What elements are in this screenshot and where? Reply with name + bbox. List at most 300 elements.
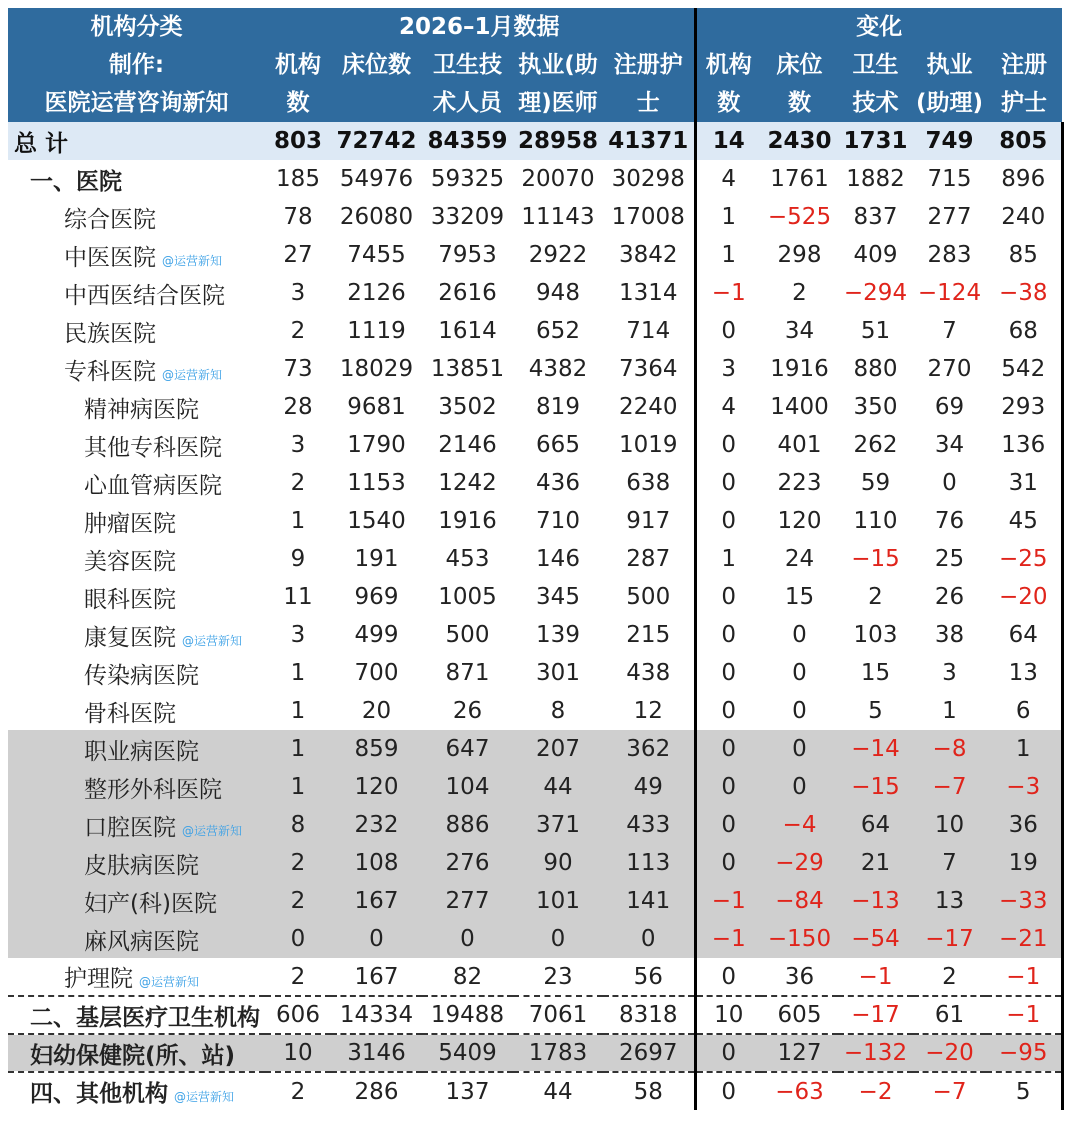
col-header-beds-2 xyxy=(331,84,422,122)
row-label xyxy=(8,426,265,464)
cell-value: 56 xyxy=(633,963,663,990)
cell-value: 59325 xyxy=(430,166,505,192)
table-body xyxy=(8,122,1062,1110)
cell-value: 270 xyxy=(927,356,972,382)
cell-value: 819 xyxy=(536,394,580,420)
cell-value: 3842 xyxy=(618,242,678,268)
cell-value: 1242 xyxy=(438,470,497,496)
cell-value: 64 xyxy=(838,806,913,844)
cell-value: −1 xyxy=(986,958,1062,996)
cell-value: 26 xyxy=(934,584,965,610)
cell-value: 4382 xyxy=(528,356,588,382)
row-label xyxy=(8,920,265,958)
cell-value: 1 xyxy=(695,540,761,578)
cell-value: 1 xyxy=(290,698,306,724)
cell-value: −20 xyxy=(913,1034,986,1072)
cell-value: −84 xyxy=(761,882,838,920)
cell-value: 2922 xyxy=(528,242,588,268)
cell-value: 3 xyxy=(942,660,957,686)
cell-value: 36 xyxy=(784,963,815,990)
row-label-text: 美容医院 xyxy=(84,548,176,575)
row-label-text: 康复医院 xyxy=(84,624,176,651)
cell-value: 59 xyxy=(860,470,891,496)
row-label-text: 中西医结合医院 xyxy=(64,282,225,309)
cell-value: 1761 xyxy=(770,166,829,192)
cell-value: −8 xyxy=(913,730,986,768)
cell-value: 223 xyxy=(777,470,822,496)
col-header-chg-doctors: 执业 xyxy=(913,46,986,84)
cell-value: 108 xyxy=(331,844,422,882)
row-label-text: 麻风病医院 xyxy=(84,928,199,955)
cell-value: 499 xyxy=(354,622,399,648)
cell-value: 500 xyxy=(626,584,671,610)
cell-value: 146 xyxy=(536,546,580,572)
cell-value: 1 xyxy=(986,730,1062,768)
cell-value: 24 xyxy=(784,546,815,572)
cell-value: 73 xyxy=(283,356,313,382)
cell-value: 345 xyxy=(536,584,580,610)
cell-value: 84359 xyxy=(422,122,513,160)
cell-value: 3 xyxy=(290,432,306,458)
table-row xyxy=(8,274,1062,312)
cell-value: 969 xyxy=(354,584,399,610)
cell-value: 0 xyxy=(695,502,761,540)
table-header xyxy=(8,8,1062,122)
col-header-beds: 床位数 xyxy=(331,46,422,84)
row-label xyxy=(8,882,265,920)
cell-value: −21 xyxy=(986,920,1062,958)
col-header-tech-staff: 卫生技 xyxy=(422,46,513,84)
col-header-chg-institutions-2: 数 xyxy=(695,84,761,122)
cell-value: 0 xyxy=(695,578,761,616)
row-label-text: 妇幼保健院(所、站) xyxy=(30,1042,236,1069)
watermark-label: @运营新知 xyxy=(162,253,223,268)
col-header-institutions-2: 数 xyxy=(265,84,331,122)
cell-value: 7953 xyxy=(438,242,497,268)
cell-value: 45 xyxy=(986,502,1062,540)
row-label-text: 口腔医院 xyxy=(84,814,176,841)
cell-value: 0 xyxy=(792,660,807,686)
cell-value: 1153 xyxy=(347,470,406,496)
cell-value: 2240 xyxy=(618,394,678,420)
cell-value: 4 xyxy=(695,388,761,426)
cell-value: −20 xyxy=(986,578,1062,616)
cell-value: 21 xyxy=(838,844,913,882)
cell-value: 127 xyxy=(761,1034,838,1072)
cell-value: −38 xyxy=(986,274,1062,312)
row-label xyxy=(8,806,265,844)
cell-value: 277 xyxy=(422,882,513,920)
cell-value: 0 xyxy=(603,920,695,958)
table-row xyxy=(8,236,1062,274)
cell-value: 13851 xyxy=(430,356,505,382)
cell-value: 1916 xyxy=(770,356,829,382)
cell-value: 8318 xyxy=(603,996,695,1034)
cell-value: 2616 xyxy=(438,280,497,306)
cell-value: 805 xyxy=(986,122,1062,160)
table-row xyxy=(8,958,1062,996)
cell-value: 886 xyxy=(422,806,513,844)
table-row xyxy=(8,122,1062,160)
cell-value: 1400 xyxy=(770,394,829,420)
cell-value: 2 xyxy=(290,318,306,344)
cell-value: 433 xyxy=(603,806,695,844)
cell-value: 0 xyxy=(422,920,513,958)
cell-value: 2 xyxy=(942,963,957,990)
cell-value: 0 xyxy=(695,730,761,768)
cell-value: 500 xyxy=(445,622,490,648)
cell-value: 749 xyxy=(913,122,986,160)
row-label xyxy=(8,1034,265,1072)
table-row xyxy=(8,654,1062,692)
cell-value: −124 xyxy=(917,280,982,306)
cell-value: 1916 xyxy=(438,508,497,534)
cell-value: 0 xyxy=(695,616,761,654)
table-row xyxy=(8,350,1062,388)
row-label xyxy=(8,502,265,540)
cell-value: 30298 xyxy=(611,166,685,192)
row-label xyxy=(8,388,265,426)
row-label-text: 总 计 xyxy=(14,130,69,157)
cell-value: 7364 xyxy=(618,356,678,382)
table-row xyxy=(8,312,1062,350)
cell-value: 27 xyxy=(283,242,313,268)
row-label xyxy=(8,996,265,1034)
cell-value: 240 xyxy=(986,198,1062,236)
cell-value: 715 xyxy=(927,166,972,192)
cell-value: 1614 xyxy=(438,318,497,344)
cell-value: −17 xyxy=(913,920,986,958)
cell-value: 0 xyxy=(695,1072,761,1110)
cell-value: −132 xyxy=(838,1034,913,1072)
col-header-tech-staff-2: 术人员 xyxy=(422,84,513,122)
cell-value: 9 xyxy=(290,546,306,572)
cell-value: 61 xyxy=(913,996,986,1034)
col-header-chg-doctors-2: (助理) xyxy=(913,84,986,122)
cell-value: 277 xyxy=(927,204,972,230)
cell-value: 652 xyxy=(536,318,580,344)
table-row xyxy=(8,692,1062,730)
cell-value: −3 xyxy=(986,768,1062,806)
cell-value: −33 xyxy=(986,882,1062,920)
col-header-chg-tech: 卫生 xyxy=(838,46,913,84)
row-label-text: 整形外科医院 xyxy=(84,776,222,803)
cell-value: 103 xyxy=(853,622,898,648)
row-label-text: 肿瘤医院 xyxy=(84,510,176,537)
row-label xyxy=(8,198,265,236)
row-label xyxy=(8,654,265,692)
cell-value: 38 xyxy=(934,622,965,648)
row-label-text: 皮肤病医院 xyxy=(84,852,199,879)
cell-value: 15 xyxy=(860,660,891,686)
col-header-chg-nurses-2: 护士 xyxy=(986,84,1062,122)
cell-value: 104 xyxy=(422,768,513,806)
cell-value: 350 xyxy=(853,394,898,420)
table-row xyxy=(8,1034,1062,1072)
cell-value: 262 xyxy=(853,432,898,458)
table-row xyxy=(8,920,1062,958)
table-row xyxy=(8,1072,1062,1110)
cell-value: 2 xyxy=(265,882,331,920)
cell-value: 0 xyxy=(792,698,807,724)
cell-value: 2126 xyxy=(347,280,406,306)
table-row xyxy=(8,768,1062,806)
cell-value: 5 xyxy=(868,698,883,724)
cell-value: 10 xyxy=(913,806,986,844)
cell-value: −294 xyxy=(843,280,908,306)
cell-value: 6 xyxy=(986,692,1062,730)
cell-value: 167 xyxy=(354,963,399,990)
cell-value: −54 xyxy=(838,920,913,958)
row-label-text: 民族医院 xyxy=(64,320,156,347)
cell-value: 1 xyxy=(290,508,306,534)
col-header-nurses: 注册护 xyxy=(603,46,695,84)
cell-value: 1019 xyxy=(618,432,678,458)
cell-value: 1731 xyxy=(838,122,913,160)
table-row xyxy=(8,996,1062,1034)
row-label xyxy=(8,540,265,578)
cell-value: 120 xyxy=(777,508,822,534)
cell-value: 665 xyxy=(536,432,580,458)
table-row xyxy=(8,882,1062,920)
cell-value: 90 xyxy=(513,844,603,882)
row-label-text: 综合医院 xyxy=(64,206,156,233)
cell-value: 0 xyxy=(331,920,422,958)
cell-value: 141 xyxy=(603,882,695,920)
table-row xyxy=(8,540,1062,578)
cell-value: 7 xyxy=(913,844,986,882)
cell-value: 5 xyxy=(986,1072,1062,1110)
header-data-group: 2026–1月数据 xyxy=(265,8,695,46)
row-label-text: 二、基层医疗卫生机构 xyxy=(30,1004,260,1031)
row-label xyxy=(8,768,265,806)
cell-value: 1314 xyxy=(618,280,678,306)
table-row xyxy=(8,578,1062,616)
cell-value: 0 xyxy=(695,426,761,464)
cell-value: 2430 xyxy=(761,122,838,160)
cell-value: 276 xyxy=(422,844,513,882)
cell-value: 120 xyxy=(331,768,422,806)
cell-value: 85 xyxy=(986,236,1062,274)
table-row xyxy=(8,502,1062,540)
table-row xyxy=(8,806,1062,844)
cell-value: −1 xyxy=(695,274,761,312)
row-label-text: 职业病医院 xyxy=(84,738,199,765)
table-row xyxy=(8,730,1062,768)
cell-value: 880 xyxy=(853,356,898,382)
cell-value: 69 xyxy=(934,394,965,420)
cell-value: 859 xyxy=(331,730,422,768)
cell-value: 8 xyxy=(550,698,566,724)
cell-value: 438 xyxy=(626,660,671,686)
cell-value: 26 xyxy=(452,698,483,724)
cell-value: 137 xyxy=(422,1072,513,1110)
cell-value: 17008 xyxy=(611,204,685,230)
cell-value: 1 xyxy=(265,768,331,806)
col-header-nurses-2: 士 xyxy=(603,84,695,122)
cell-value: 44 xyxy=(513,768,603,806)
row-label xyxy=(8,1072,265,1110)
row-label xyxy=(8,958,265,996)
cell-value: 638 xyxy=(626,470,671,496)
cell-value: 453 xyxy=(445,546,490,572)
cell-value: 10 xyxy=(265,1034,331,1072)
cell-value: 0 xyxy=(942,470,957,496)
cell-value: 28 xyxy=(283,394,313,420)
cell-value: 3 xyxy=(695,350,761,388)
cell-value: 0 xyxy=(265,920,331,958)
row-label-text: 四、其他机构 xyxy=(30,1081,168,1107)
cell-value: 58 xyxy=(603,1072,695,1110)
row-label xyxy=(8,122,265,160)
cell-value: 3 xyxy=(290,280,306,306)
row-label xyxy=(8,350,265,388)
col-header-chg-institutions: 机构 xyxy=(695,46,761,84)
header-category-line2: 制作: xyxy=(8,46,265,84)
cell-value: 78 xyxy=(283,204,313,230)
cell-value: 19488 xyxy=(422,996,513,1034)
cell-value: 605 xyxy=(761,996,838,1034)
cell-value: 41371 xyxy=(603,122,695,160)
col-header-doctors: 执业(助 xyxy=(513,46,603,84)
cell-value: 44 xyxy=(513,1072,603,1110)
cell-value: 1783 xyxy=(513,1034,603,1072)
cell-value: 0 xyxy=(695,958,761,996)
cell-value: 0 xyxy=(695,844,761,882)
cell-value: 0 xyxy=(761,768,838,806)
cell-value: 191 xyxy=(354,546,399,572)
cell-value: 72742 xyxy=(331,122,422,160)
cell-value: 606 xyxy=(265,996,331,1034)
cell-value: 20070 xyxy=(521,166,595,192)
cell-value: 20 xyxy=(361,698,392,724)
row-label xyxy=(8,844,265,882)
row-label xyxy=(8,312,265,350)
table-row xyxy=(8,464,1062,502)
row-label-text: 心血管病医院 xyxy=(84,472,222,499)
cell-value: 301 xyxy=(536,660,580,686)
cell-value: 803 xyxy=(265,122,331,160)
cell-value: 287 xyxy=(626,546,671,572)
cell-value: 1 xyxy=(290,660,306,686)
cell-value: 26080 xyxy=(339,204,414,230)
cell-value: 207 xyxy=(513,730,603,768)
cell-value: 1 xyxy=(695,198,761,236)
cell-value: 1 xyxy=(695,236,761,274)
cell-value: −4 xyxy=(761,806,838,844)
cell-value: 215 xyxy=(626,622,671,648)
cell-value: 76 xyxy=(934,508,965,534)
cell-value: 371 xyxy=(513,806,603,844)
cell-value: 286 xyxy=(331,1072,422,1110)
watermark-label: @运营新知 xyxy=(139,975,200,989)
cell-value: 1 xyxy=(942,698,957,724)
cell-value: 401 xyxy=(777,432,822,458)
cell-value: 0 xyxy=(695,654,761,692)
cell-value: 185 xyxy=(276,166,320,192)
cell-value: 2146 xyxy=(438,432,497,458)
cell-value: −525 xyxy=(767,204,832,230)
cell-value: 871 xyxy=(445,660,490,686)
cell-value: 2 xyxy=(265,1072,331,1110)
cell-value: 2 xyxy=(290,963,306,990)
cell-value: 0 xyxy=(761,730,838,768)
cell-value: 0 xyxy=(695,464,761,502)
cell-value: 7 xyxy=(942,318,957,344)
col-header-chg-beds: 床位 xyxy=(761,46,838,84)
cell-value: 13 xyxy=(913,882,986,920)
cell-value: 136 xyxy=(986,426,1062,464)
col-header-institutions: 机构 xyxy=(265,46,331,84)
cell-value: 409 xyxy=(853,242,898,268)
cell-value: 110 xyxy=(853,508,898,534)
cell-value: −15 xyxy=(838,768,913,806)
cell-value: 3 xyxy=(290,622,306,648)
cell-value: 293 xyxy=(986,388,1062,426)
cell-value: 68 xyxy=(986,312,1062,350)
cell-value: −7 xyxy=(913,768,986,806)
cell-value: 710 xyxy=(536,508,580,534)
cell-value: 0 xyxy=(695,806,761,844)
col-header-chg-tech-2: 技术 xyxy=(838,84,913,122)
cell-value: 64 xyxy=(986,616,1062,654)
cell-value: 10 xyxy=(695,996,761,1034)
cell-value: 36 xyxy=(986,806,1062,844)
cell-value: 34 xyxy=(784,318,815,344)
table-row xyxy=(8,160,1062,198)
table-row xyxy=(8,426,1062,464)
header-change-group: 变化 xyxy=(695,8,1062,46)
cell-value: 33209 xyxy=(430,204,505,230)
cell-value: 700 xyxy=(354,660,399,686)
cell-value: 837 xyxy=(853,204,898,230)
cell-value: 436 xyxy=(536,470,580,496)
cell-value: 917 xyxy=(626,508,671,534)
cell-value: 28958 xyxy=(513,122,603,160)
cell-value: 9681 xyxy=(347,394,406,420)
watermark-label: @运营新知 xyxy=(182,633,243,648)
row-label xyxy=(8,464,265,502)
cell-value: 167 xyxy=(331,882,422,920)
row-label xyxy=(8,274,265,312)
cell-value: 12 xyxy=(633,698,663,724)
cell-value: 14334 xyxy=(331,996,422,1034)
row-label-text: 妇产(科)医院 xyxy=(84,890,217,917)
row-label-text: 中医医院 xyxy=(64,244,156,271)
cell-value: 948 xyxy=(536,280,580,306)
cell-value: −1 xyxy=(986,996,1062,1034)
table-row xyxy=(8,844,1062,882)
cell-value: 0 xyxy=(695,768,761,806)
cell-value: 2 xyxy=(265,844,331,882)
col-header-chg-beds-2: 数 xyxy=(761,84,838,122)
cell-value: 647 xyxy=(422,730,513,768)
watermark-label: @运营新知 xyxy=(174,1090,235,1104)
cell-value: 362 xyxy=(603,730,695,768)
cell-value: −1 xyxy=(858,963,893,990)
cell-value: −1 xyxy=(695,882,761,920)
row-label-text: 精神病医院 xyxy=(84,396,199,423)
col-header-doctors-2: 理)医师 xyxy=(513,84,603,122)
cell-value: −15 xyxy=(851,546,900,572)
cell-value: 7061 xyxy=(513,996,603,1034)
cell-value: 15 xyxy=(784,584,815,610)
cell-value: 18029 xyxy=(339,356,414,382)
cell-value: 34 xyxy=(934,432,965,458)
row-label xyxy=(8,616,265,654)
cell-value: 5409 xyxy=(422,1034,513,1072)
watermark-label: @运营新知 xyxy=(182,823,243,838)
